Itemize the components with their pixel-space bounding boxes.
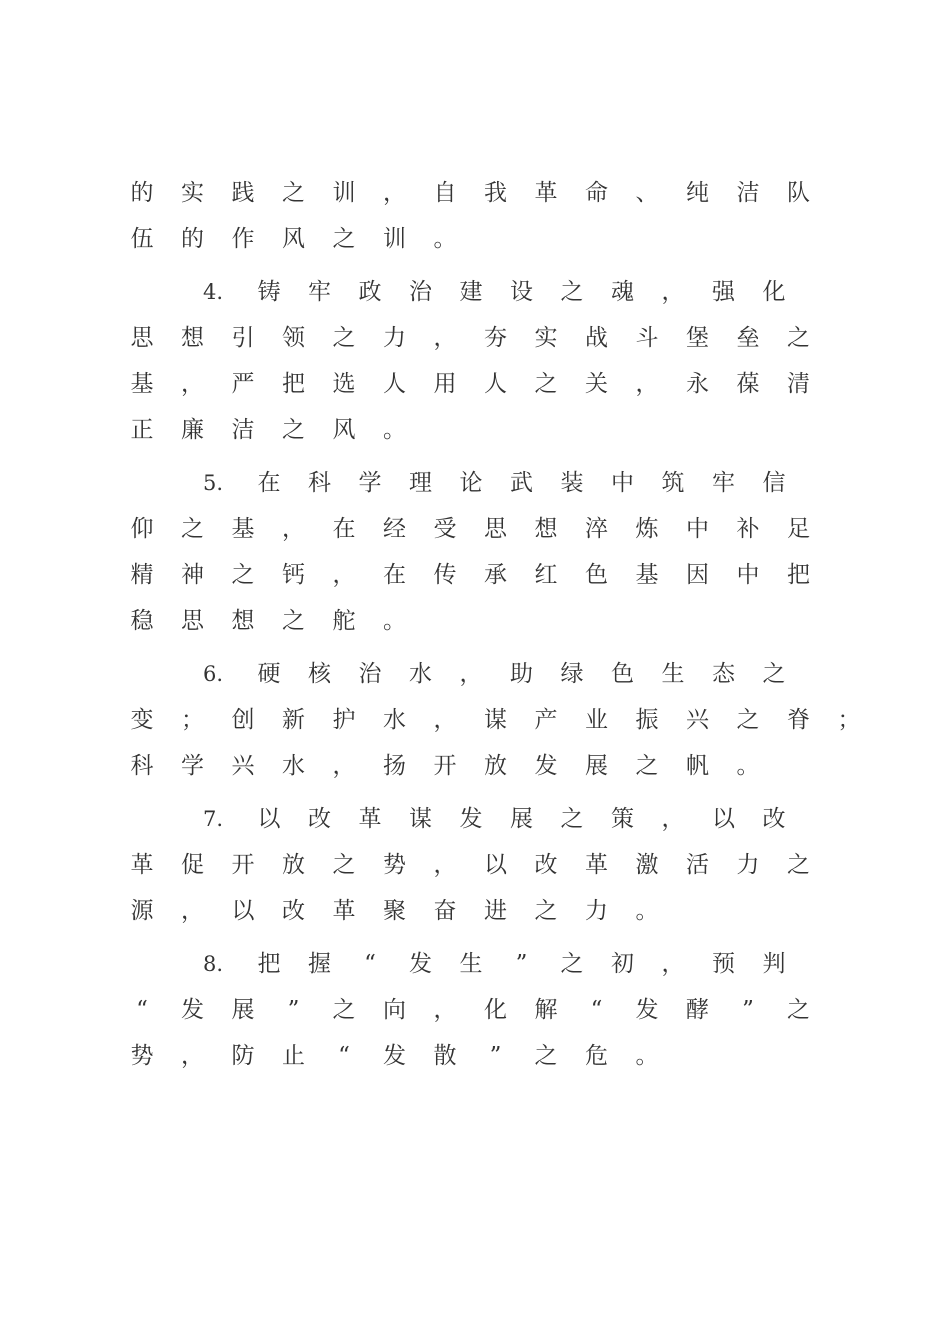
text-char: 之 (560, 279, 584, 305)
text-char: 论 (459, 470, 483, 496)
text-char: 激 (635, 852, 659, 878)
text-char: 装 (560, 470, 584, 496)
text-char: 正 (130, 417, 154, 443)
text-char: 化 (484, 997, 507, 1023)
text-char: 科 (130, 753, 154, 779)
text-char: 革 (358, 806, 382, 832)
text-char: 开 (231, 852, 255, 878)
text-char: 治 (409, 279, 432, 305)
text-char: 水 (282, 753, 305, 779)
text-line (0, 997, 950, 1043)
text-char: 传 (433, 562, 457, 588)
text-char: “ (590, 997, 603, 1023)
text-char: 色 (585, 562, 608, 588)
text-char: 硬 (257, 661, 281, 687)
text-char: 兴 (231, 753, 255, 779)
text-char: 的 (181, 226, 204, 252)
text-char: 实 (534, 325, 558, 351)
text-char: “ (338, 1043, 350, 1069)
text-char: 受 (433, 516, 457, 542)
text-char: 促 (181, 852, 204, 878)
text-char: ” (515, 951, 528, 977)
text-line (0, 371, 950, 417)
text-char: 在 (257, 470, 281, 496)
text-char: 因 (686, 562, 709, 588)
text-char: 学 (358, 470, 382, 496)
text-char: 开 (433, 753, 457, 779)
text-char: 舵 (332, 608, 356, 634)
text-char: 改 (308, 806, 331, 832)
text-char: 用 (433, 371, 457, 397)
text-char: 队 (787, 180, 810, 206)
text-char: 思 (130, 325, 154, 351)
text-char: 帆 (686, 753, 709, 779)
text-char: 红 (534, 562, 558, 588)
text-char: 之 (534, 1043, 558, 1069)
text-char: 。 (635, 898, 659, 924)
text-char: ， (282, 516, 305, 542)
text-char: 之 (560, 951, 584, 977)
text-char: 变 (130, 707, 154, 733)
text-char: 严 (231, 371, 255, 397)
text-char: ； (837, 707, 861, 733)
text-line (0, 325, 950, 371)
text-char: 牢 (308, 279, 331, 305)
text-char: 化 (762, 279, 786, 305)
text-char: 人 (484, 371, 507, 397)
text-char: 足 (787, 516, 810, 542)
text-char: 力 (736, 852, 760, 878)
text-line (0, 279, 950, 325)
text-line (0, 608, 950, 654)
text-char: 建 (459, 279, 483, 305)
text-char: 筑 (661, 470, 685, 496)
text-char: 向 (383, 997, 406, 1023)
paragraph-number: 5. (203, 471, 224, 495)
text-char: 危 (585, 1043, 608, 1069)
text-char: 洁 (231, 417, 255, 443)
text-char: 势 (130, 1043, 154, 1069)
text-char: ； (181, 707, 204, 733)
paragraph-number: 7. (203, 807, 224, 831)
text-char: 源 (130, 898, 154, 924)
text-char: 之 (787, 997, 810, 1023)
text-char: 色 (611, 661, 634, 687)
text-char: 之 (282, 180, 305, 206)
text-char: 强 (712, 279, 735, 305)
text-char: 理 (409, 470, 432, 496)
text-char: 革 (130, 852, 154, 878)
text-char: 战 (585, 325, 608, 351)
text-char: 之 (332, 325, 356, 351)
text-char: 我 (484, 180, 507, 206)
text-char: 水 (409, 661, 432, 687)
text-char: 铸 (257, 279, 281, 305)
text-char: 力 (383, 325, 406, 351)
text-char: 护 (332, 707, 356, 733)
text-char: 以 (484, 852, 507, 878)
text-char: 淬 (585, 516, 608, 542)
text-char: 之 (534, 371, 558, 397)
text-char: 领 (282, 325, 305, 351)
text-char: 发 (635, 997, 659, 1023)
text-char: 在 (332, 516, 356, 542)
text-char: 产 (534, 707, 558, 733)
text-char: 之 (332, 852, 356, 878)
text-char: 学 (181, 753, 204, 779)
text-char: ， (459, 661, 483, 687)
text-char: 之 (560, 806, 584, 832)
text-line (0, 1043, 950, 1089)
text-line (0, 951, 950, 997)
text-char: 解 (534, 997, 558, 1023)
text-char: 改 (762, 806, 786, 832)
text-char: 基 (231, 516, 255, 542)
text-line (0, 852, 950, 898)
text-char: 承 (484, 562, 507, 588)
text-char: 。 (736, 753, 760, 779)
text-char: 预 (712, 951, 735, 977)
paragraph-number: 8. (203, 952, 224, 976)
text-char: 垒 (736, 325, 760, 351)
text-char: 基 (635, 562, 659, 588)
text-line (0, 562, 950, 608)
text-char: 炼 (635, 516, 659, 542)
text-char: 思 (181, 608, 204, 634)
text-char: 信 (762, 470, 786, 496)
text-char: 的 (130, 180, 154, 206)
text-char: 谋 (484, 707, 507, 733)
text-char: 把 (282, 371, 305, 397)
text-char: 以 (712, 806, 735, 832)
text-char: 纯 (686, 180, 709, 206)
text-char: ， (181, 371, 204, 397)
text-char: 廉 (181, 417, 204, 443)
text-char: 。 (383, 608, 406, 634)
text-char: ， (332, 753, 356, 779)
text-char: 发 (409, 951, 432, 977)
text-char: 止 (282, 1043, 305, 1069)
text-char: 自 (433, 180, 457, 206)
text-line (0, 226, 950, 272)
text-char: 补 (736, 516, 760, 542)
text-char: 之 (736, 707, 760, 733)
text-char: 革 (585, 852, 608, 878)
text-char: 引 (231, 325, 255, 351)
text-char: 之 (282, 417, 305, 443)
text-char: ， (181, 1043, 204, 1069)
text-char: 想 (231, 608, 255, 634)
text-char: 振 (635, 707, 659, 733)
text-char: 精 (130, 562, 154, 588)
text-char: “ (136, 997, 148, 1023)
text-char: 助 (510, 661, 533, 687)
text-char: ， (433, 997, 457, 1023)
text-char: 把 (257, 951, 281, 977)
text-char: 散 (433, 1043, 457, 1069)
text-char: 创 (231, 707, 255, 733)
text-char: 经 (383, 516, 406, 542)
text-char: 葆 (736, 371, 760, 397)
text-char: ， (635, 371, 659, 397)
text-char: 展 (510, 806, 533, 832)
text-char: 中 (736, 562, 760, 588)
text-char: 风 (282, 226, 305, 252)
text-char: 。 (383, 417, 406, 443)
text-char: 之 (181, 516, 204, 542)
text-char: ， (181, 898, 204, 924)
text-char: 科 (308, 470, 331, 496)
text-char: 关 (585, 371, 608, 397)
text-char: 展 (585, 753, 608, 779)
text-char: ， (332, 562, 356, 588)
text-char: 夯 (484, 325, 507, 351)
text-char: 践 (231, 180, 255, 206)
text-char: 设 (510, 279, 533, 305)
text-char: 判 (762, 951, 786, 977)
text-char: 生 (459, 951, 483, 977)
text-char: 聚 (383, 898, 406, 924)
text-char: 思 (484, 516, 507, 542)
text-char: 以 (231, 898, 255, 924)
text-char: 仰 (130, 516, 154, 542)
text-char: 。 (635, 1043, 659, 1069)
text-char: 势 (383, 852, 406, 878)
text-char: ， (433, 325, 457, 351)
text-char: 之 (282, 608, 305, 634)
text-line (0, 417, 950, 463)
text-char: 想 (534, 516, 558, 542)
text-char: 之 (332, 997, 356, 1023)
text-char: 之 (762, 661, 786, 687)
text-char: 、 (635, 180, 659, 206)
text-line (0, 470, 950, 516)
text-char: 以 (257, 806, 281, 832)
text-char: 奋 (433, 898, 457, 924)
text-char: 牢 (712, 470, 735, 496)
text-char: 永 (686, 371, 709, 397)
text-char: 中 (686, 516, 709, 542)
text-char: 斗 (635, 325, 659, 351)
text-char: 洁 (736, 180, 760, 206)
text-char: 训 (383, 226, 406, 252)
text-char: 谋 (409, 806, 432, 832)
text-char: 展 (231, 997, 255, 1023)
text-char: 想 (181, 325, 204, 351)
text-char: 魂 (611, 279, 634, 305)
text-line (0, 707, 950, 753)
text-char: 进 (484, 898, 507, 924)
text-char: 发 (181, 997, 204, 1023)
text-char: 政 (358, 279, 382, 305)
text-char: “ (364, 951, 376, 977)
text-char: ， (661, 951, 685, 977)
text-char: 稳 (130, 608, 154, 634)
text-char: 态 (712, 661, 735, 687)
text-char: 防 (231, 1043, 255, 1069)
text-char: 之 (635, 753, 659, 779)
text-char: 核 (308, 661, 331, 687)
text-char: 酵 (686, 997, 709, 1023)
text-char: 训 (332, 180, 356, 206)
text-line (0, 753, 950, 799)
text-char: 人 (383, 371, 406, 397)
paragraph-number: 6. (203, 662, 224, 686)
text-char: ， (661, 279, 685, 305)
text-char: 中 (611, 470, 634, 496)
paragraph-number: 4. (203, 280, 224, 304)
text-char: ” (287, 997, 300, 1023)
text-char: 钙 (282, 562, 305, 588)
text-char: 新 (282, 707, 305, 733)
text-char: 革 (332, 898, 356, 924)
text-char: 作 (231, 226, 255, 252)
text-char: 生 (661, 661, 685, 687)
text-char: ， (383, 180, 406, 206)
text-line (0, 661, 950, 707)
text-char: 。 (433, 226, 457, 252)
text-char: 之 (534, 898, 558, 924)
text-char: 握 (308, 951, 331, 977)
text-char: 之 (787, 852, 810, 878)
text-char: 发 (534, 753, 558, 779)
text-char: 基 (130, 371, 154, 397)
text-char: 扬 (383, 753, 406, 779)
text-char: ， (433, 707, 457, 733)
text-char: 策 (611, 806, 634, 832)
text-char: ， (433, 852, 457, 878)
text-char: ” (489, 1043, 502, 1069)
text-char: 兴 (686, 707, 709, 733)
text-char: 初 (611, 951, 634, 977)
text-char: 力 (585, 898, 608, 924)
text-char: 武 (510, 470, 533, 496)
text-char: 把 (787, 562, 810, 588)
text-char: 业 (585, 707, 608, 733)
text-char: 改 (282, 898, 305, 924)
text-char: ” (742, 997, 754, 1023)
text-line (0, 898, 950, 944)
text-char: 活 (686, 852, 709, 878)
text-char: 神 (181, 562, 204, 588)
text-char: 水 (383, 707, 406, 733)
text-char: 之 (332, 226, 356, 252)
text-char: 放 (282, 852, 305, 878)
text-char: 在 (383, 562, 406, 588)
text-char: 实 (181, 180, 204, 206)
text-char: 脊 (787, 707, 810, 733)
text-char: 堡 (686, 325, 709, 351)
text-char: 革 (534, 180, 558, 206)
text-line (0, 180, 950, 226)
text-char: 风 (332, 417, 356, 443)
text-char: 发 (383, 1043, 406, 1069)
text-char: 放 (484, 753, 507, 779)
text-line (0, 806, 950, 852)
text-char: 之 (231, 562, 255, 588)
text-char: 伍 (130, 226, 154, 252)
text-char: 绿 (560, 661, 584, 687)
text-char: 改 (534, 852, 558, 878)
text-line (0, 516, 950, 562)
text-char: ， (661, 806, 685, 832)
text-char: 选 (332, 371, 356, 397)
text-char: 命 (585, 180, 608, 206)
text-char: 清 (787, 371, 810, 397)
text-char: 治 (358, 661, 382, 687)
text-char: 之 (787, 325, 810, 351)
text-char: 发 (459, 806, 483, 832)
